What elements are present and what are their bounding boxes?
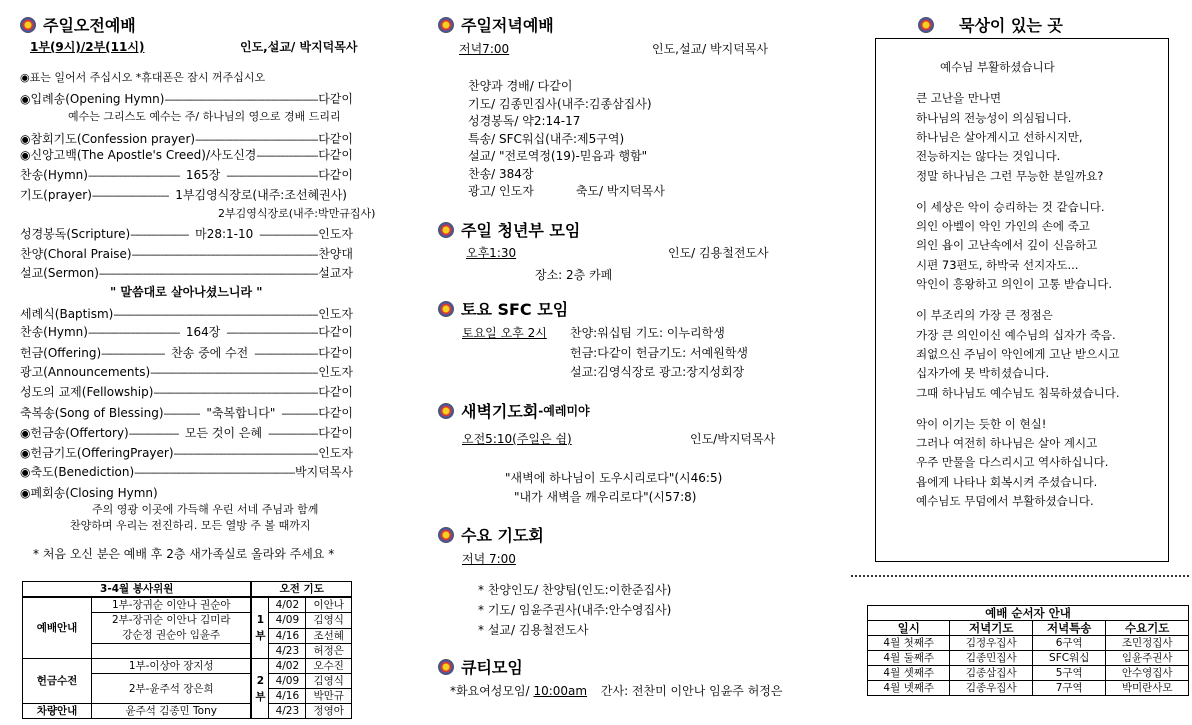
part2-label: 2부 [251,659,269,719]
meditation-header [918,13,1063,36]
order-item-detail: 마28:1-10 [195,227,254,241]
order-item-detail: 165장 [185,168,221,182]
order-item-label: 광고(Announcements) [20,365,151,379]
order-item-role: 다같이 [318,406,353,420]
dawn-verse-1: "새벽에 하나님이 도우시리로다"(시46:5) [505,471,723,485]
qt-staff: 간사: 전찬미 이안나 임윤주 허정은 [600,684,783,698]
list-item: 특송/ SFC워십(내주:제5구역) [468,131,625,146]
order-item-role: 인도자 [318,307,353,321]
youth-title: 주일 청년부 모임 [461,221,581,240]
church-emblem-icon [20,17,36,33]
list-item: * 찬양인도/ 찬양팀(인도:이한준집사) [478,583,672,597]
order-item-role: 다같이 [318,426,354,440]
church-emblem-icon [438,222,454,238]
order-item [20,166,353,183]
volunteer-header: 3-4월 봉사위원 [100,583,174,595]
qt-line: *화요여성모임/ [450,684,530,698]
order-item-detail: 164장 [185,325,221,339]
table-cell: 박미란사모 [1106,681,1189,696]
column-header: 저녁특송 [1033,621,1106,636]
order-item [20,363,353,380]
list-item: * 설교/ 김용철전도사 [478,623,589,637]
table-row [868,681,1189,696]
dawn-prayer-header [438,399,590,422]
schedule-title: 예배 순서자 안내 [868,606,1189,621]
meditation-line: 가장 큰 의인이신 예수님의 십자가 죽음. [916,327,1116,342]
order-item-label: 찬송(Hymn) [20,168,88,182]
order-item-label: 축복송(Song of Blessing) [20,406,164,420]
meditation-line: 예수님도 무덤에서 부활하셨습니다. [916,494,1094,508]
prayer-name: 이안나 [306,597,352,613]
order-item [20,245,353,262]
order-item-role: 다같이 [318,148,353,162]
table-cell: 김종민집사 [950,651,1033,666]
qt-header [438,655,523,678]
order-item-role: 인도자 [318,227,353,241]
leader-dots [153,385,318,399]
order-item-label: ◉헌금송(Offertory) [20,426,129,440]
prayer-name: 김영식 [306,674,352,689]
closing-verse-1: 주의 영광 이곳에 가득해 우린 서네 주님과 함께 [92,503,319,516]
qt-meeting [450,682,782,699]
prayer-name: 허정은 [306,644,352,659]
sermon-title: " 말씀대로 살아나셨느니라 " [110,285,263,299]
leader-dots [134,465,295,479]
offering-label: 헌금수전 [23,659,92,704]
meditation-title: 묵상이 있는 곳 [959,16,1063,35]
order-item-label: 세례식(Baptism) [20,307,114,321]
prayer-date: 4/09 [269,674,306,689]
order-item [20,90,353,107]
leader-dots [226,325,318,339]
leader-dots [113,307,318,321]
meditation-line: 의인 욥이 고난속에서 깊이 신음하고 [916,238,1098,253]
prayer-name: 김영식 [306,613,352,629]
order-item-label: 성경봉독(Scripture) [20,227,131,241]
order-item [20,404,353,421]
order-item-label: ◉신앙고백(The Apostle's Creed)/사도신경 [20,148,257,162]
section-divider [851,575,1189,577]
sfc-line-1: 찬양:워십팀 기도: 이누리학생 [570,326,725,340]
meditation-line: 시편 73편도, 하박국 선지자도... [916,257,1079,272]
prayer-date: 4/02 [269,597,306,613]
youth-place: 장소: 2층 카페 [535,268,613,282]
evening-time: 저녁7:00 [459,42,510,56]
morning-service-title: 주일오전예배 [43,16,136,35]
order-item [20,444,353,461]
list-item: 찬양과 경배/ 다같이 [468,79,573,93]
leader-dots [254,346,318,360]
meditation-line: 악인이 흥왕하고 의인이 고통 받습니다. [916,277,1113,291]
meditation-line: 큰 고난을 만나면 [916,91,1002,106]
meditation-line: 예수님 부활하셨습니다 [940,60,1055,74]
order-item-role: 다같이 [318,132,353,146]
order-item-detail: 찬송 중에 수전 [171,346,249,360]
youth-leader: 인도/ 김용철전도사 [668,246,769,260]
church-emblem-icon [438,527,454,543]
dawn-leader: 인도/박지덕목사 [690,432,776,446]
prayer-date: 4/23 [269,704,306,719]
wednesday-prayer-header [438,523,544,546]
order-item [20,130,353,147]
order-item-role: 다같이 [318,325,353,339]
dawn-prayer-subtitle: -예레미야 [538,404,590,418]
leader-dots [88,168,180,182]
morning-service-header [20,13,136,36]
table-cell: 임윤주권사 [1106,651,1189,666]
qt-title: 큐티모임 [461,658,523,677]
church-emblem-icon [438,301,454,317]
part1-label: 1부 [251,597,269,659]
qt-time: 10:00am [533,684,588,698]
order-item-label: 찬송(Hymn) [20,325,88,339]
table-row [868,651,1189,666]
meditation-line: 십자가에 못 박히셨습니다. [916,366,1050,381]
meditation-line: 악이 이기는 듯한 이 현실! [916,416,1047,431]
order-item [20,424,353,441]
table-cell: 2부-윤주석 장은희 [92,674,252,704]
table-cell: 1부-장귀순 이안나 권순아 [92,597,252,613]
table-row [868,666,1189,681]
table-cell: 1부-이상아 장지성 [92,659,252,674]
list-item: 설교/ "전로역정(19)-믿음과 행함" [468,149,648,163]
prayer-date: 4/16 [269,689,306,704]
volunteer-table [22,581,352,719]
order-item-label: 기도(prayer) [20,188,92,202]
order-item [20,344,353,361]
prayer-name: 박만규 [306,689,352,704]
prayer-date: 4/02 [269,659,306,674]
list-item: 광고/ 인도자 [468,184,534,198]
sfc-header [438,297,568,320]
evening-leader: 인도,설교/ 박지덕목사 [652,42,769,56]
prayer-date: 4/23 [269,644,306,659]
order-item-role: 다같이 [318,385,353,399]
order-item-label: 헌금(Offering) [20,346,102,360]
list-item: 성경봉독/ 약2:14-17 [468,114,581,128]
church-emblem-icon [438,17,454,33]
morning-leader: 인도,설교/ 박지덕목사 [240,40,358,54]
wednesday-time: 저녁 7:00 [462,552,516,566]
church-emblem-icon [438,659,454,675]
meditation-line: 그러나 여전히 하나님은 살아 계시고 [916,436,1098,451]
table-cell: SFC워십 [1033,651,1106,666]
leader-dots [174,446,319,460]
table-cell: 안수영집사 [1106,666,1189,681]
dawn-verse-2: "내가 새벽을 깨우리로다"(시57:8) [514,490,697,504]
table-cell: 4월 셋째주 [868,666,950,681]
evening-service-title: 주일저녁예배 [461,16,554,35]
table-cell: 2부-장귀순 이안나 김미라 [111,614,231,626]
meditation-line: 그때 하나님도 예수님도 침묵하셨습니다. [916,385,1120,400]
church-emblem-icon [438,403,454,419]
visitor-notice: * 처음 오신 분은 예배 후 2층 새가족실로 올라와 주세요 * [33,547,335,561]
youth-header [438,218,580,241]
column-header: 저녁기도 [950,621,1033,636]
order-item-label: ◉헌금기도(OfferingPrayer) [20,446,174,460]
table-cell: 5구역 [1033,666,1106,681]
dawn-prayer-title: 새벽기도회 [461,402,539,421]
meditation-line: 이 세상은 악이 승리하는 것 같습니다. [916,199,1105,214]
church-emblem-icon [918,17,934,33]
prayer-line-2: 2부김영식장로(내주:박만규집사) [218,207,376,220]
opening-hymn-verse: 예수는 그리스도 예수는 주/ 하나님의 영으로 경배 드리리 [68,110,341,123]
list-item: 기도/ 김종민집사(내주:김종삼집사) [468,96,652,111]
order-item-role: 인도자 [318,446,353,460]
leader-dots [268,426,318,440]
sfc-title: 토요 SFC 모임 [461,300,569,319]
order-item-label: ◉입례송(Opening Hymn) [20,92,165,106]
order-item [20,225,353,242]
order-item-role: 다같이 [318,346,354,360]
leader-dots [195,132,318,146]
order-item-role: 박지덕목사 [295,465,353,479]
youth-time: 오후1:30 [466,246,517,260]
schedule-table [867,605,1189,696]
order-item-role: 다같이 [318,168,353,182]
standing-notice: ◉표는 일어서 주십시오 *휴대폰은 잠시 꺼주십시오 [20,71,266,84]
leader-dots [132,247,319,261]
wednesday-prayer-title: 수요 기도회 [461,526,544,545]
leader-dots [99,266,318,280]
order-item-detail: 모든 것이 은혜 [184,426,263,440]
meditation-line: 정말 하나님은 그런 무능한 분일까요? [916,168,1104,183]
evening-order [468,78,665,201]
table-cell: 조민정집사 [1106,636,1189,651]
order-item [20,463,353,480]
order-item-role: 찬양대 [318,247,353,261]
meditation-line: 의인 아벨이 악인 가인의 손에 죽고 [916,219,1090,234]
leader-dots [226,168,318,182]
prayer-name: 정영아 [306,704,352,719]
dawn-time: 오전5:10(주일은 쉼) [462,432,572,446]
order-item [20,323,353,340]
prayer-date: 4/16 [269,628,306,644]
meditation-line: 전능하지는 않다는 것입니다. [916,149,1061,164]
order-item [20,146,353,163]
order-item-role: 인도자 [318,365,353,379]
order-item [20,305,353,322]
table-cell: 4월 둘째주 [868,651,950,666]
table-cell: 김정우집사 [950,636,1033,651]
order-item [20,186,353,203]
leader-dots [259,227,318,241]
order-item-detail: 1부김영식장로(내주:조선혜권사) [175,188,347,202]
prayer-name: 조선혜 [306,628,352,644]
order-item [20,264,353,281]
meditation-box [875,38,1169,562]
service-times: 1부(9시)/2부(11시) [30,40,145,54]
prayer-header: 오전 기도 [279,583,324,595]
leader-dots [281,406,318,420]
order-item-label: ◉참회기도(Confession prayer) [20,132,196,146]
prayer-name: 오수진 [306,659,352,674]
parking-value: 윤주석 김종민 Tony [92,704,252,719]
sfc-line-2: 헌금:다같이 헌금기도: 서예원학생 [570,346,749,360]
meditation-line: 죄없으신 주님이 악인에게 고난 받으시고 [916,346,1120,361]
leader-dots [101,346,165,360]
leader-dots [164,92,318,106]
list-item: 축도/ 박지덕목사 [575,184,665,198]
wednesday-order [478,580,671,640]
table-cell: 김종삼집사 [950,666,1033,681]
table-cell: 김종우집사 [950,681,1033,696]
order-item [20,383,353,400]
closing-verse-2: 찬양하며 우리는 전진하리. 모든 열방 주 볼 때까지 [70,519,311,532]
leader-dots [129,426,179,440]
leader-dots [256,148,318,162]
order-item-role: 다같이 [318,92,353,106]
leader-dots [92,188,169,202]
list-item: 찬송/ 384장 [468,166,534,181]
prayer-date: 4/09 [269,613,306,629]
order-item-role: 설교자 [318,266,353,280]
meditation-line: 하나님의 전능성이 의심됩니다. [916,110,1072,125]
evening-service-header [438,13,554,36]
list-item: * 기도/ 임윤주권사(내주:안수영집사) [478,603,672,617]
order-item-label: ◉폐회송(Closing Hymn) [20,486,158,500]
table-cell: 강순정 권순아 임윤주 [122,629,221,641]
meditation-line: 이 부조리의 가장 큰 정점은 [916,308,1053,323]
meditation-line: 욥에게 나타나 회복시켜 주셨습니다. [916,474,1098,489]
leader-dots [164,406,201,420]
column-header: 수요기도 [1106,621,1189,636]
sfc-time: 토요일 오후 2시 [462,326,547,340]
table-cell: 4월 첫째주 [868,636,950,651]
order-item [20,484,158,501]
leader-dots [88,325,180,339]
order-item-label: 찬양(Choral Praise) [20,247,132,261]
parking-label: 차량안내 [23,704,92,719]
worship-guide-label: 예배안내 [23,597,92,659]
table-cell: 4월 넷째주 [868,681,950,696]
sfc-line-3: 설교:김영식장로 광고:장지성회장 [570,365,745,379]
order-item-label: 설교(Sermon) [20,266,99,280]
table-row [868,636,1189,651]
order-item-label: ◉축도(Benediction) [20,465,135,479]
table-cell: 7구역 [1033,681,1106,696]
order-item-label: 성도의 교제(Fellowship) [20,385,154,399]
leader-dots [150,365,318,379]
column-header: 일시 [868,621,950,636]
leader-dots [130,227,189,241]
meditation-line: 하나님은 살아계시고 선하시지만, [916,129,1083,144]
order-item-detail: "축복합니다" [206,406,276,420]
meditation-line: 우주 만물을 다스리시고 역사하십니다. [916,455,1109,470]
table-cell: 6구역 [1033,636,1106,651]
